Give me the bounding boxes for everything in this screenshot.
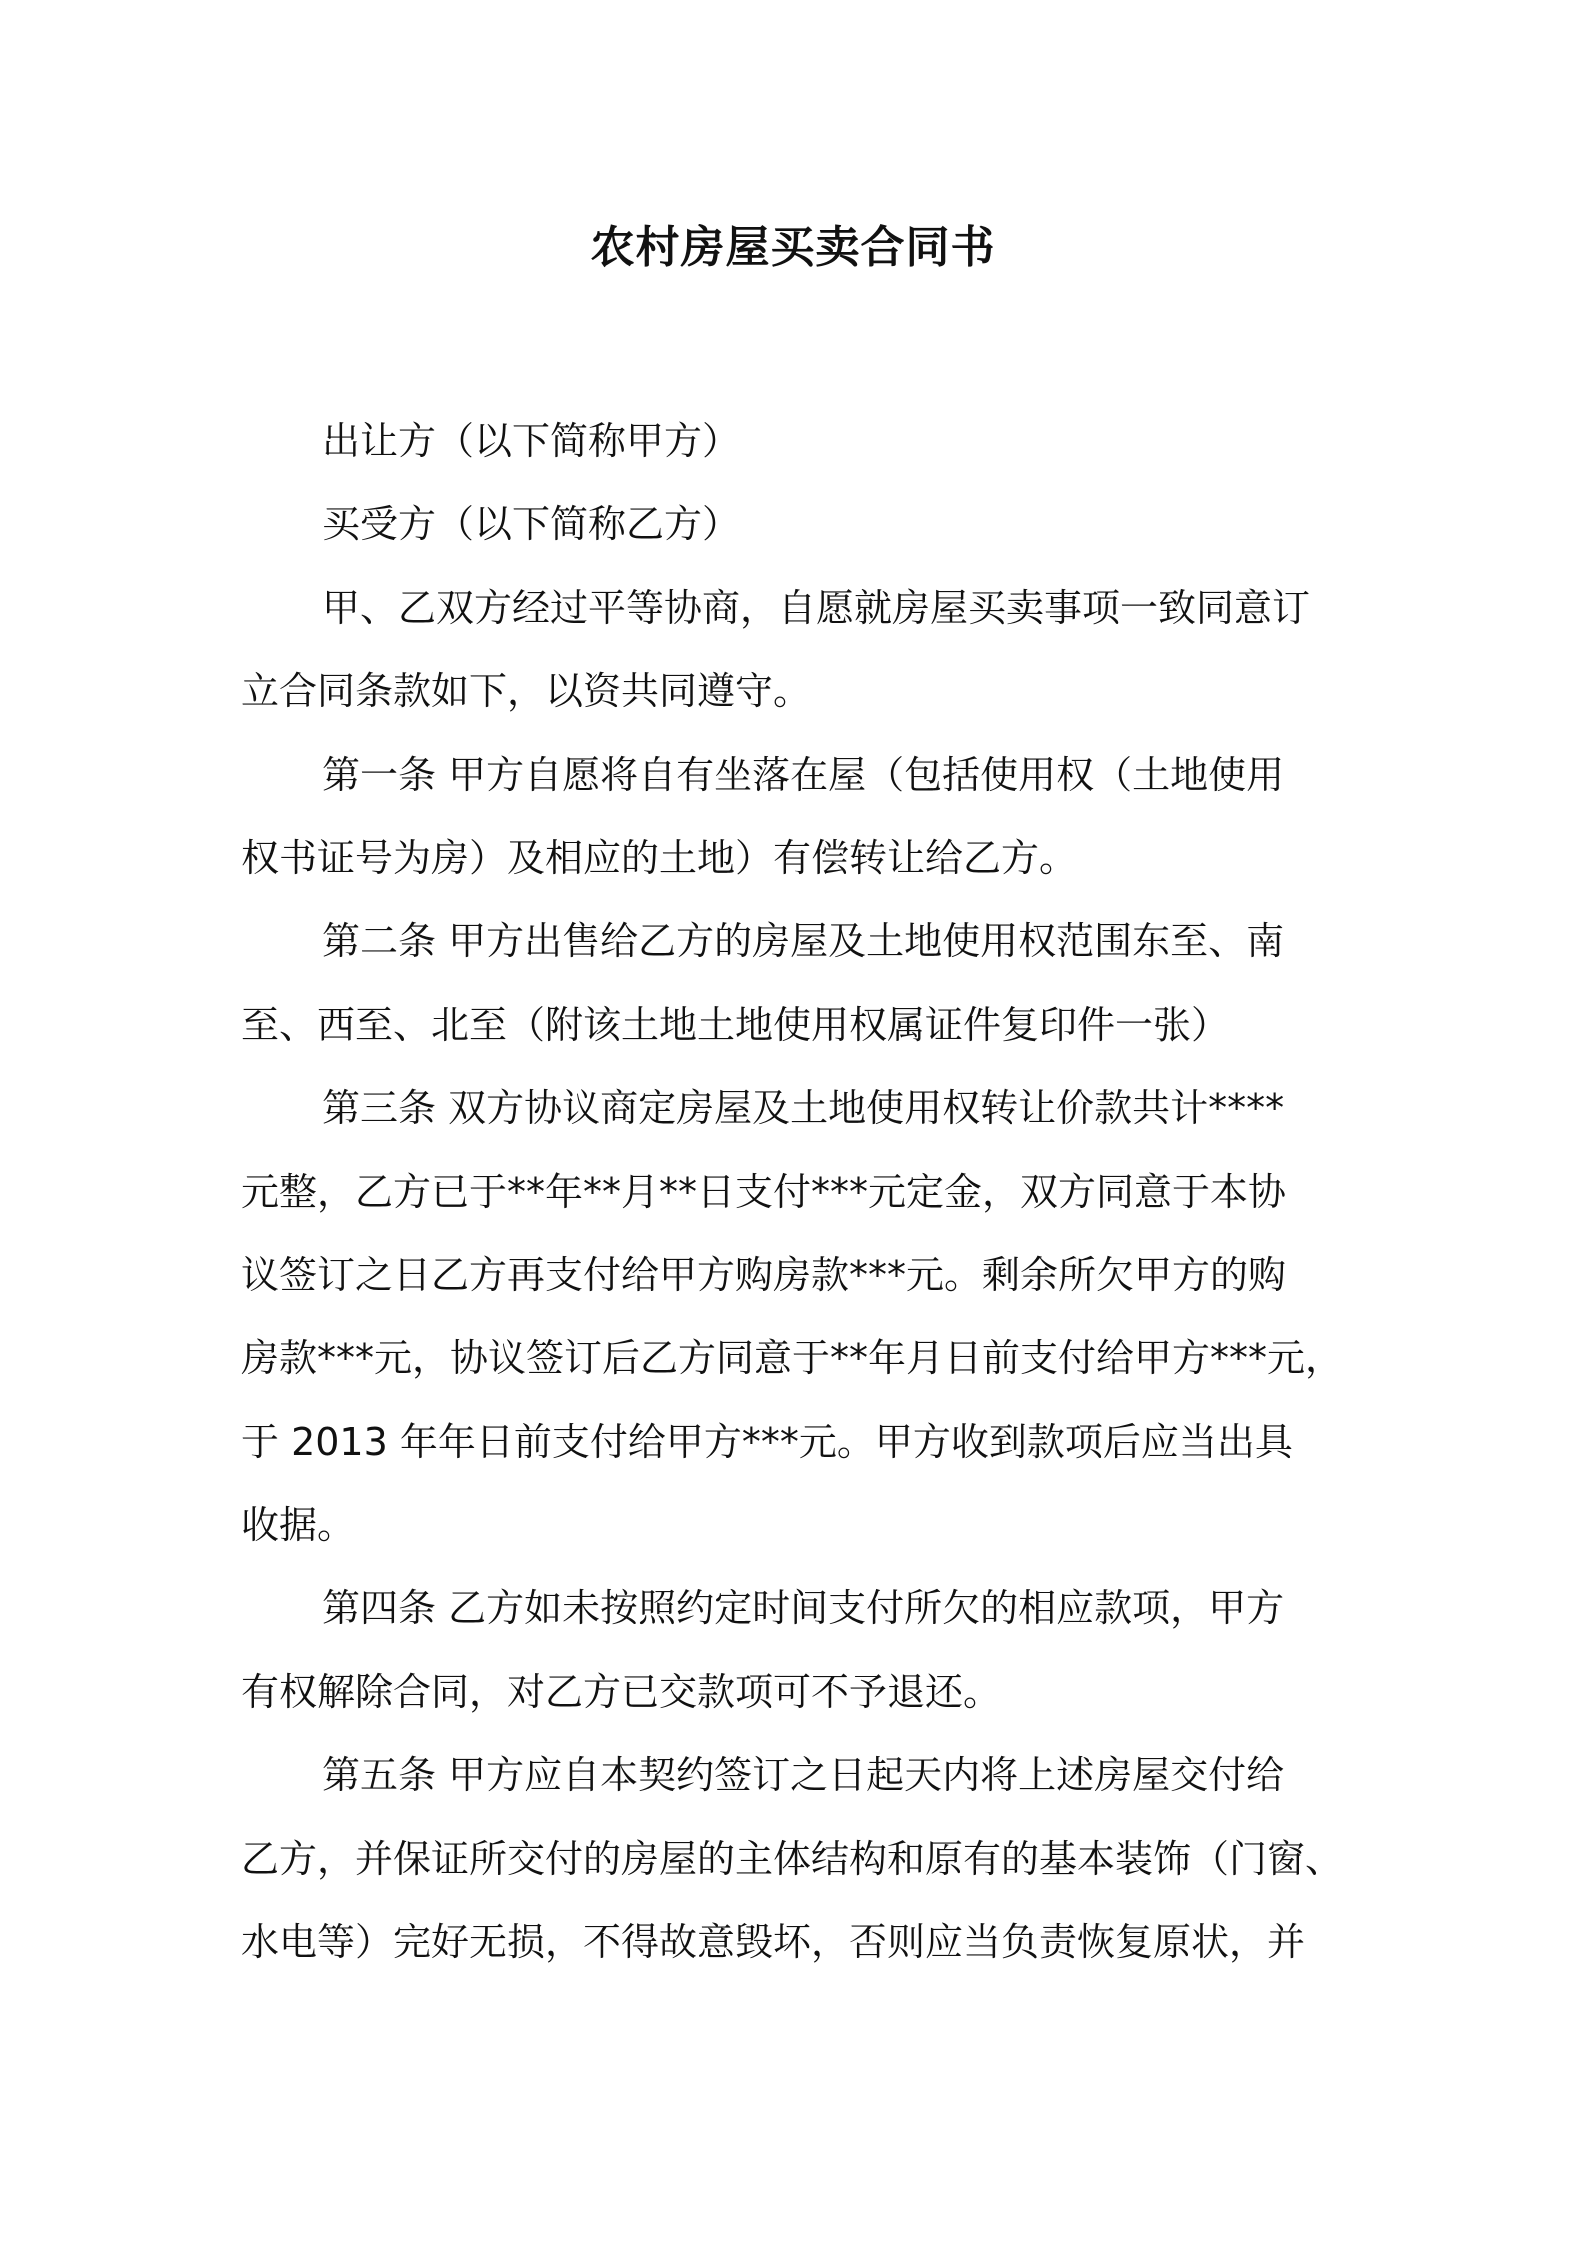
- seller-line: 出让方（以下简称甲方）: [322, 419, 741, 463]
- article-5-line-3: 水电等）完好无损，不得故意毁坏，否则应当负责恢复原状，并: [241, 1920, 1306, 1965]
- preamble-line-2: 立合同条款如下，以资共同遵守。: [241, 669, 812, 714]
- article-2-line-2: 至、西至、北至（附该土地土地使用权属证件复印件一张）: [241, 1002, 1230, 1047]
- buyer-line: 买受方（以下简称乙方）: [322, 502, 741, 547]
- article-4-line-1: 第四条 乙方如未按照约定时间支付所欠的相应款项，甲方: [322, 1586, 1285, 1631]
- article-1-line-1: 第一条 甲方自愿将自有坐落在屋（包括使用权（土地使用: [322, 752, 1285, 797]
- article-3-line-3: 议签订之日乙方再支付给甲方购房款***元。剩余所欠甲方的购: [241, 1252, 1287, 1297]
- article-3-line-1: 第三条 双方协议商定房屋及土地使用权转让价款共计****: [322, 1086, 1285, 1131]
- article-1-line-2: 权书证号为房）及相应的土地）有偿转让给乙方。: [241, 835, 1078, 880]
- article-3-line-5: 于 2013 年年日前支付给甲方***元。甲方收到款项后应当出具: [241, 1419, 1293, 1464]
- article-5-line-2: 乙方，并保证所交付的房屋的主体结构和原有的基本装饰（门窗、: [241, 1836, 1344, 1881]
- document-title: 农村房屋买卖合同书: [590, 222, 996, 273]
- article-5-line-1: 第五条 甲方应自本契约签订之日起天内将上述房屋交付给: [322, 1753, 1285, 1798]
- article-2-line-1: 第二条 甲方出售给乙方的房屋及土地使用权范围东至、南: [322, 919, 1285, 964]
- article-3-line-2: 元整，乙方已于**年**月**日支付***元定金，双方同意于本协: [241, 1169, 1287, 1214]
- document-body: [241, 400, 1361, 1984]
- preamble-line-1: 甲、乙双方经过平等协商，自愿就房屋买卖事项一致同意订: [322, 585, 1311, 630]
- article-3-line-6: 收据。: [241, 1503, 356, 1548]
- article-3-line-4: 房款***元，协议签订后乙方同意于**年月日前支付给甲方***元，: [241, 1336, 1344, 1381]
- article-4-line-2: 有权解除合同，对乙方已交款项可不予退还。: [241, 1669, 1002, 1714]
